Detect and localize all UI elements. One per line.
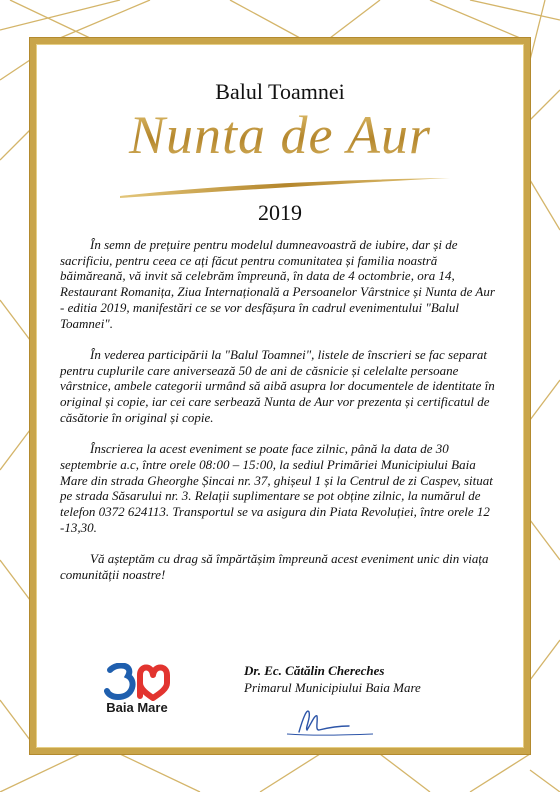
event-year: 2019 xyxy=(258,200,302,225)
page-title: Balul Toamnei xyxy=(215,79,345,104)
body-paragraph: În semn de prețuire pentru modelul dumneavoastră de iubire, dar și de sacrificiu, pentru ceea ce ați făcut pentru comunitatea și familia noastră băimăreană, vă invit să celebrăm împreună, în data de 4 octombrie, ora 14, Restaurant Romanița, Ziua Internațională a Persoanelor Vârstnice și Nunta de Aur - editia 2019, manifestări ce se vor desfășura în cadrul evenimentului "Balul Toamnei". xyxy=(60,237,495,331)
body-paragraph: Vă așteptăm cu drag să împărtășim împreună acest eveniment unic din viața comunității noastre! xyxy=(60,551,489,582)
script-title: Nunta de Aur xyxy=(0,104,560,166)
signer-name: Dr. Ec. Cătălin Chereches xyxy=(244,663,385,678)
logo-text: Baia Mare xyxy=(106,700,168,715)
logo-3m-icon xyxy=(104,663,170,701)
signer-role: Primarul Municipiului Baia Mare xyxy=(244,680,421,695)
invitation-body xyxy=(60,237,502,598)
body-paragraph: Înscrierea la acest eveniment se poate face zilnic, până la data de 30 septembrie a.c, între orele 08:00 – 15:00, la sediul Primăriei Municipiului Baia Mare din strada Gheorghe Șincai nr. 37, ghișeul 1 și la Centrul de zi Caspev, situat pe strada Săsarului nr. 3. Relații suplimentare se pot obține zilnic, la numărul de telefon 0372 624113. Transportul se va asigura din Piata Revoluției, între orele 12 -13,30. xyxy=(60,441,493,535)
body-paragraph: În vederea participării la "Balul Toamnei", listele de înscrieri se fac separat pentru cuplurile care aniversează 50 de ani de căsnicie și celelalte persoane vârstnice, ambele categorii urmând să aibă asupra lor documentele de identitate în original și copie, iar cei care serbează Nunta de Aur vor prezenta și certificatul de căsătorie în original și copie. xyxy=(60,346,495,425)
handwritten-signature xyxy=(285,702,375,742)
baia-mare-logo xyxy=(92,663,182,723)
